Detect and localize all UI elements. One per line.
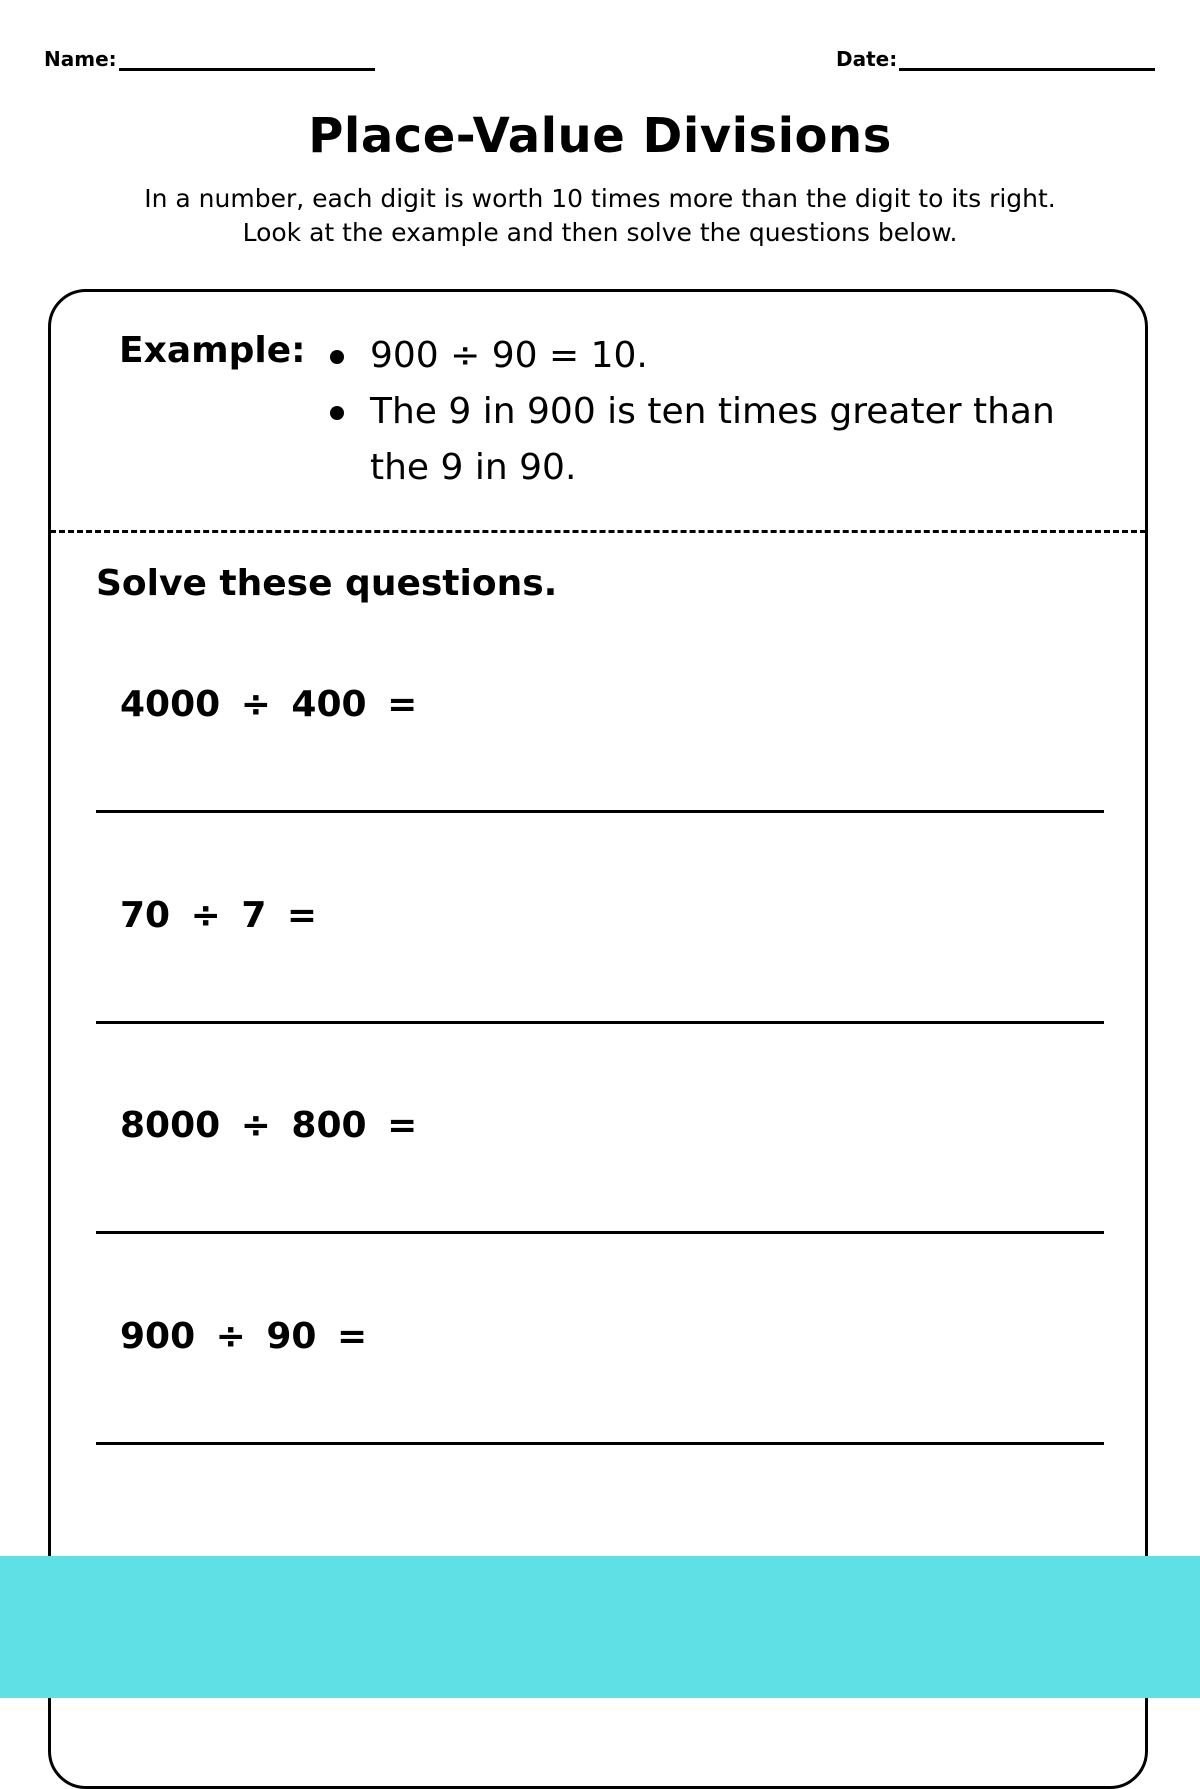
answer-line-3[interactable]: [96, 1231, 1104, 1234]
solve-heading: Solve these questions.: [96, 563, 558, 604]
answer-line-4[interactable]: [96, 1442, 1104, 1445]
bullet-icon: [330, 406, 344, 420]
instructions-line-1: In a number, each digit is worth 10 times more than the digit to its right.: [144, 184, 1056, 213]
example-text: The 9 in 900 is ten times greater than the 9 in 90.: [370, 391, 1055, 488]
name-label: Name:: [44, 47, 117, 71]
example-list: [325, 328, 1085, 496]
answer-line-1[interactable]: [96, 810, 1104, 813]
question-2: 70 ÷ 7 =: [120, 895, 318, 936]
name-input-line[interactable]: [119, 44, 375, 71]
example-bullet-item: [325, 384, 1085, 496]
date-input-line[interactable]: [899, 44, 1155, 71]
dashed-divider: [50, 530, 1146, 533]
footer-band: [0, 1556, 1200, 1698]
question-1: 4000 ÷ 400 =: [120, 684, 418, 725]
example-text: 900 ÷ 90 = 10.: [370, 335, 648, 376]
bullet-icon: [330, 350, 344, 364]
question-3: 8000 ÷ 800 =: [120, 1105, 418, 1146]
example-label: Example:: [119, 330, 306, 371]
answer-line-2[interactable]: [96, 1021, 1104, 1024]
name-field[interactable]: [44, 44, 375, 71]
date-field[interactable]: [836, 44, 1155, 71]
worksheet-title: Place-Value Divisions: [308, 108, 892, 164]
question-4: 900 ÷ 90 =: [120, 1316, 368, 1357]
example-bullet-item: [325, 328, 1085, 384]
instructions: [0, 182, 1200, 250]
instructions-line-2: Look at the example and then solve the questions below.: [242, 218, 958, 247]
date-label: Date:: [836, 47, 898, 71]
